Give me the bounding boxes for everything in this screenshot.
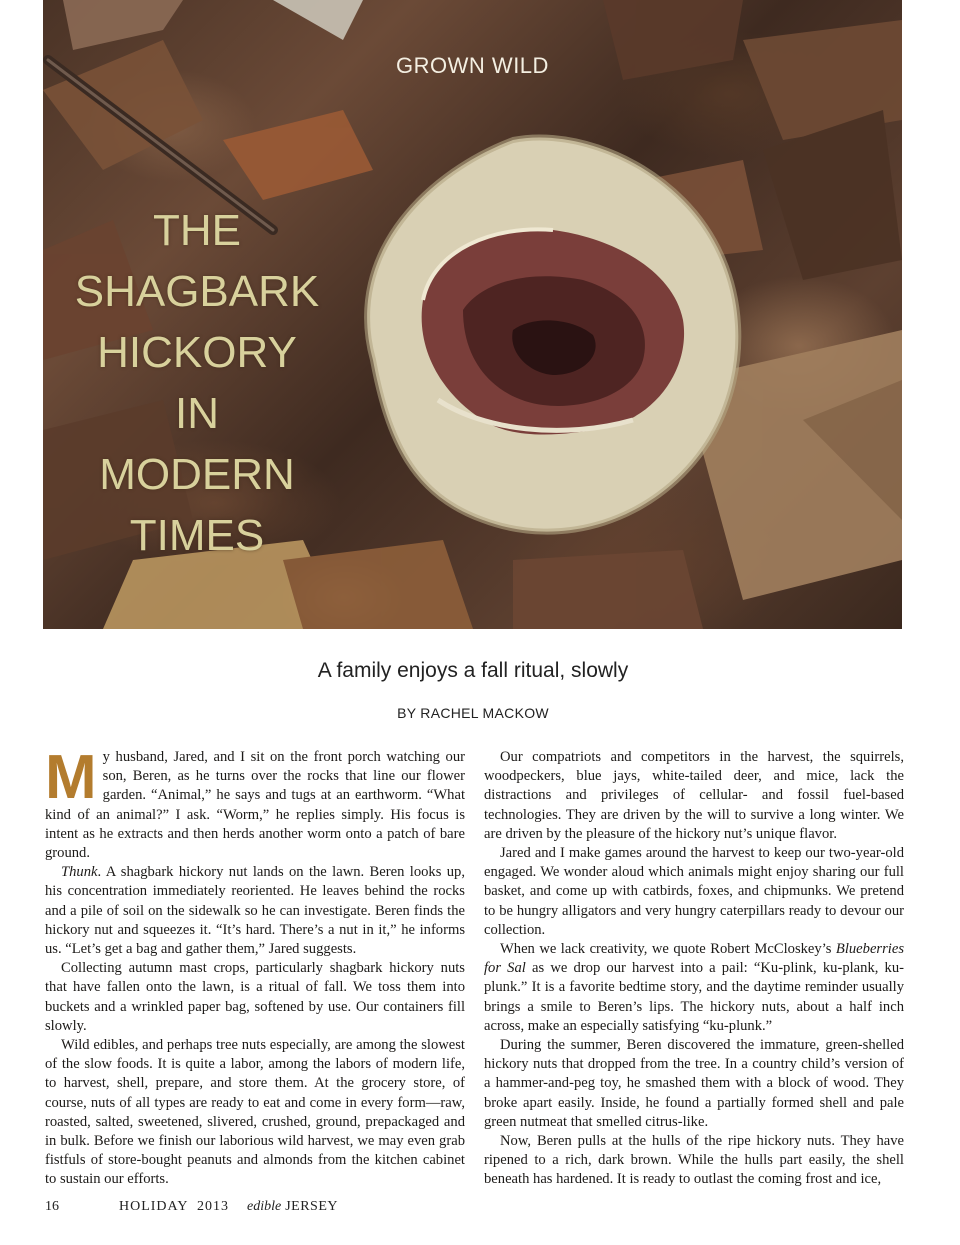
paragraph: During the summer, Beren discovered the immature, green-shelled hickory nuts that dropped from the tree. In a country child’s version of a hammer-and-peg toy, he smashed them with a block of wood. They broke apart easily. Inside, he found a partially formed shell and pale green nutmeat that smelled citrus-like. (484, 1037, 904, 1130)
paragraph (45, 863, 465, 959)
paragraph-text: . A shagbark hickory nut lands on the lawn. Beren looks up, his concentration immediately reoriented. He leaves behind the rocks and a pile of soil on the sidewalk so he can investigate. Beren finds the hickory nut and squeezes it. “It’s hard. There’s a nut in it,” he informs us. “Let’s get a bag and gather them,” Jared suggests. (45, 864, 465, 958)
paragraph-text: When we lack creativity, we quote Robert McCloskey’s (500, 941, 836, 958)
headline-line: TIMES (129, 511, 265, 560)
drop-cap: M (45, 743, 97, 812)
headline-line: IN (175, 389, 219, 438)
byline: BY RACHEL MACKOW (397, 705, 549, 721)
book-title: Blueberries for Sal (484, 941, 904, 977)
paragraph: Wild edibles, and perhaps tree nuts especially, are among the slowest of the slow foods. It is quite a labor, among the labors of modern life, to harvest, shell, prepare, and store them. At the grocery store, of course, nuts of all types are ready to eat and come in every form—raw, roasted, salted, sweetened, slivered, crushed, ground, prepackaged and in bulk. Before we finish our laborious wild harvest, we may even grab fistfuls of store-bought peanuts and almonds from the kitchen cabinet to sustain our efforts. (45, 1037, 465, 1188)
paragraph: Our compatriots and competitors in the harvest, the squirrels, woodpeckers, blue jays, white-tailed deer, and mice, lack the distractions and privileges of cellular- and fossil fuel-based technologies. They are driven by the will to survive a long winter. We are driven by the pleasure of the hickory nut’s unique flavor. (484, 749, 904, 842)
paragraph (45, 743, 465, 863)
hero-photo (43, 0, 902, 629)
right-column (484, 748, 904, 1190)
paragraph-text: as we drop our harvest into a pail: “Ku-plink, ku-plank, ku-plunk.” It is a favorite bedtime story, and the daytime reminder usually brings a smile to Beren’s lips. The hickory nuts, about a half inch across, make an especially satisfying “ku-plunk.” (484, 960, 905, 1034)
page-footer (45, 1199, 465, 1215)
headline-line: SHAGBARK (74, 267, 320, 316)
headline-line: THE (153, 206, 241, 255)
brand-jersey: JERSEY (281, 1199, 339, 1214)
deck-subtitle: A family enjoys a fall ritual, slowly (317, 659, 629, 682)
brand-edible: edible (247, 1199, 282, 1214)
emphasis: Thunk (61, 864, 98, 881)
issue-label: HOLIDAY 2013 (119, 1199, 229, 1214)
section-label: GROWN WILD (396, 53, 549, 78)
paragraph: Now, Beren pulls at the hulls of the ripe hickory nuts. They have ripened to a rich, dark brown. While the hulls part easily, the shell beneath has hardened. It is ready to outlast the coming frost and ice, (484, 1133, 904, 1188)
left-column (45, 743, 465, 1190)
paragraph: Collecting autumn mast crops, particularly shagbark hickory nuts that have fallen onto the lawn, is a ritual of fall. We toss them into buckets and a wrinkled paper bag, softened by use. Our containers fill slowly. (45, 960, 465, 1034)
paragraph: Jared and I make games around the harvest to keep our two-year-old engaged. We wonder aloud which animals might enjoy sharing our full basket, and come up with catbirds, foxes, and chipmunks. We pretend to be hungry alligators and very hungry caterpillars ready to devour our collection. (484, 845, 904, 938)
page-number: 16 (45, 1199, 59, 1214)
headline-line: HICKORY (97, 328, 297, 377)
headline-line: MODERN (99, 450, 295, 499)
headline (63, 200, 331, 566)
paragraph (484, 940, 904, 1036)
paragraph-text: y husband, Jared, and I sit on the front porch watching our son, Beren, as he turns over the rocks that line our flower garden. “Animal,” he says and tugs at an earthworm. “What kind of an animal?” I ask. “Worm,” he replies simply. His focus is intent as he extracts and then herds another worm onto a patch of bare ground. (45, 749, 465, 862)
